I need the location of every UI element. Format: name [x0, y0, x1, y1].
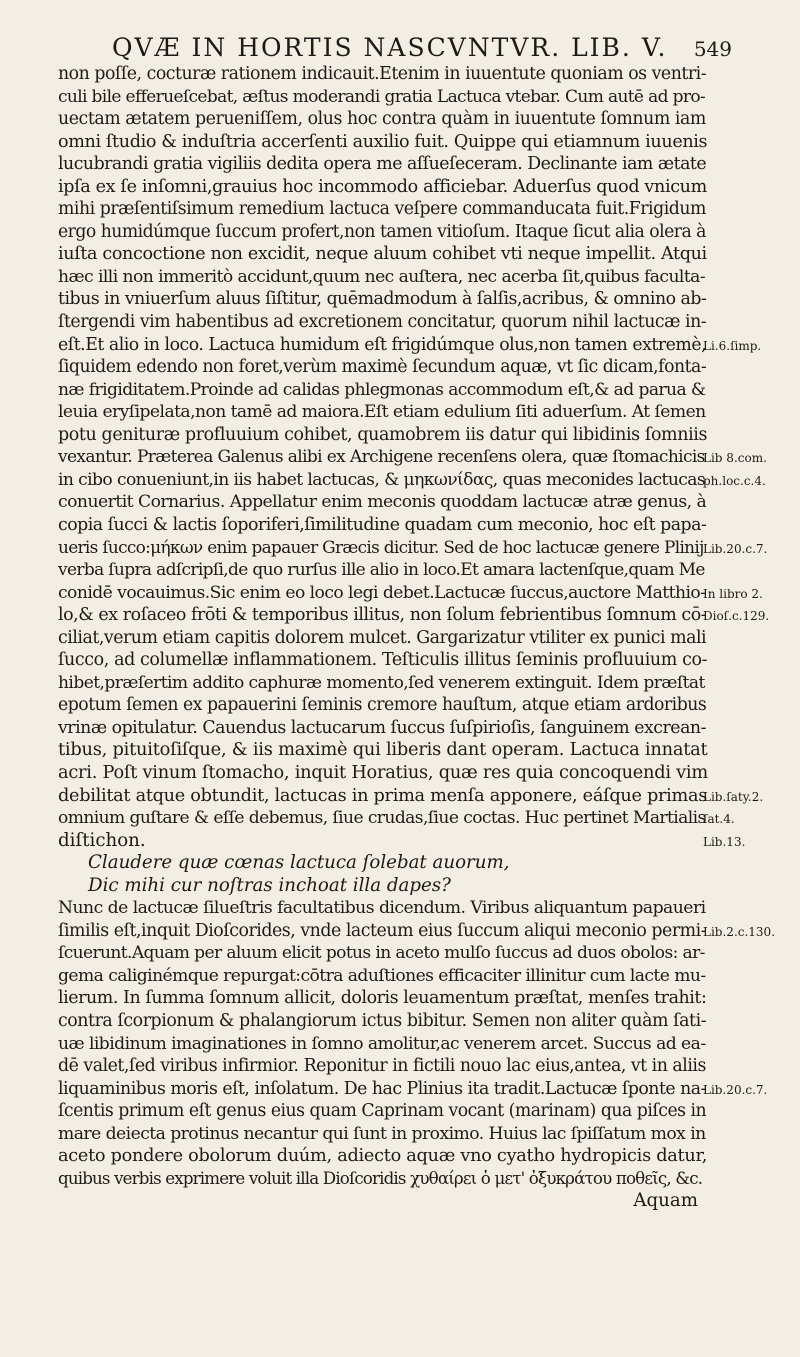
text-line: lo,& ex roſaceo frōti & temporibus illitus, non ſolum febrientibus ſomnum cō-	[58, 605, 707, 626]
catchword: Aquam	[633, 1190, 698, 1212]
text-line: hibet,præſertim addito caphuræ momento,ſed venerem extinguit. Idem præſtat	[58, 672, 705, 693]
text-line: ipſa ex ſe inſomni,grauius hoc incommodo afficiebar. Aduerſus quod vnicum	[58, 176, 707, 197]
text-line: hæc illi non immeritò accidunt,quum nec auſtera, nec acerba ſit,quibus faculta-	[58, 266, 706, 287]
text-line: gema caliginémque repurgat:cōtra aduſtiones efficaciter illinitur cum lacte mu-	[58, 965, 706, 986]
text-line: verba ſupra adſcripſi,de quo rurſus ille alio in loco.Et amara lactenſque,quam Me	[58, 560, 705, 581]
text-line: acri. Poſt vinum ſtomacho, inquit Horatius, quæ res quia concoquendi vim	[58, 762, 708, 783]
running-header	[112, 33, 732, 62]
verse-line: Claudere quæ cœnas lactuca ſolebat auorum,	[88, 852, 510, 874]
text-line: conidē vocauimus.Sic enim eo loco legi debet.Lactucæ ſuccus,auctore Matthio-	[58, 582, 706, 603]
text-line: mihi præſentiſsimum remedium lactuca veſpere commanducata fuit.Frigidum	[58, 199, 706, 220]
text-line: vexantur. Præterea Galenus alibi ex Archigene recenſens olera, quæ ſtomachicis	[58, 447, 705, 468]
text-line: leuia eryſipelata,non tamē ad maiora.Eſt etiam edulium ſiti aduerſum. At ſemen	[58, 402, 706, 423]
text-line: omni ſtudio & induſtria accerſenti auxilio fuit. Quippe qui etiamnum iuuenis	[58, 131, 708, 152]
text-line: ciliat,verum etiam capitis dolorem mulcet. Gargarizatur vtiliter ex punici mali	[58, 627, 707, 648]
text-line: ueris ſucco:μήκων enim papauer Græcis dicitur. Sed de hoc lactucæ genere Plinij	[58, 537, 704, 558]
text-line: debilitat atque obtundit, lactucas in prima menſa apponere, eáſque primas	[58, 785, 708, 806]
text-line: non poſſe, cocturæ rationem indicauit.Etenim in iuuentute quoniam os ventri-	[58, 64, 707, 84]
text-line: omnium guſtare & eſſe debemus, ſiue crudas,ſiue coctas. Huc pertinet Martialis	[58, 808, 706, 829]
text-line: quibus verbis exprimere voluit illa Dioſcoridis χυθαίρει ὁ μετ' ὀξυκράτου ποθεῖς, &c.	[58, 1168, 703, 1188]
text-line: mare deiecta protinus necantur qui ſunt in proximo. Huius lac ſpiſſatum mox in	[58, 1123, 706, 1144]
margin-note: Dioſ.c.129.	[703, 609, 770, 624]
margin-note: Lib.20.c.7.	[703, 1082, 768, 1097]
text-line: eſt.Et alio in loco. Lactuca humidum eſt frigidúmque olus,non tamen extremè,	[58, 334, 707, 355]
text-line: contra ſcorpionum & phalangiorum ictus bibitur. Semen non aliter quàm ſati-	[58, 1010, 707, 1031]
page-number: 549	[693, 37, 732, 61]
text-line: liquaminibus moris eſt, inſolatum. De hac Plinius ita tradit.Lactucæ ſponte na-	[58, 1078, 706, 1099]
text-line: tibus, pituitoſiſque, & iis maximè qui liberis dant operam. Lactuca innatat	[58, 739, 708, 761]
margin-note: Lib 8.com.	[703, 451, 767, 466]
text-line: culi bile efferueſcebat, æſtus moderandi gratia Lactuca vtebar. Cum autē ad pro-	[58, 86, 706, 107]
text-line: diſtichon.	[58, 829, 146, 851]
text-line: Nunc de lactucæ ſilueſtris facultatibus dicendum. Viribus aliquantum papaueri	[58, 898, 706, 919]
text-line: potu genituræ profluuium cohibet, quamobrem iis datur qui libidinis ſomniis	[58, 424, 708, 445]
running-title: QVÆ IN HORTIS NASCVNTVR. LIB. V.	[112, 33, 668, 62]
text-line: epotum ſemen ex papauerini ſeminis cremore hauſtum, atque etiam ardoribus	[58, 695, 707, 716]
text-line: uæ libidinum imaginationes in ſomno amolitur,ac venerem arcet. Succus ad ea-	[58, 1033, 706, 1054]
text-line: tibus in vniuerſum aluus ſiſtitur, quēmadmodum à ſalſis,acribus, & omnino ab-	[58, 289, 707, 310]
margin-note: Lib.20.c.7.	[703, 541, 768, 556]
text-line: ſtergendi vim habentibus ad excretionem concitatur, quorum nihil lactucæ in-	[58, 312, 707, 333]
text-line: ergo humidúmque ſuccum profert,non tamen vitioſum. Itaque ſicut alia olera à	[58, 221, 706, 242]
body-text	[58, 63, 708, 1213]
text-line: næ frigiditatem.Proinde ad calidas phlegmonas accommodum eſt,& ad parua &	[58, 379, 706, 400]
text-line: conuertit Cornarius. Appellatur enim meconis quoddam lactucæ atræ genus, à	[58, 492, 707, 513]
text-line: uectam ætatem perueniſſem, olus hoc contra quàm in iuuentute ſomnum iam	[58, 109, 706, 130]
text-line: dē valet,ſed viribus infirmior. Reponitur in fictili nouo lac eius,antea, vt in aliis	[58, 1056, 706, 1077]
text-line: ſimilis eſt,inquit Dioſcorides, vnde lacteum eius ſuccum aliqui meconio permi-	[58, 920, 707, 941]
text-line: ſcentis primum eſt genus eius quam Caprinam vocant (marinam) qua piſces in	[58, 1101, 707, 1122]
margin-note: ph.loc.c.4.	[703, 473, 766, 488]
margin-note: Lib.2.c.130.	[703, 924, 776, 939]
text-line: ſiquidem edendo non foret,verùm maximè ſecundum aquæ, vt ſic dicam,fonta-	[58, 357, 707, 378]
text-line: vrinæ opitulatur. Cauendus lactucarum ſuccus ſuſpirioſis, ſanguinem excrean-	[58, 717, 706, 738]
text-line: copia ſucci & lactis ſoporiferi,ſimilitudine quadam cum meconio, hoc eſt papa-	[58, 514, 707, 535]
margin-note: ſat.4.	[703, 812, 735, 827]
margin-note: In libro 2.	[703, 586, 763, 601]
margin-note: Li.6.ſimp.	[703, 338, 762, 353]
text-line: lucubrandi gratia vigiliis dedita opera me aſſueſeceram. Declinante iam ætate	[58, 154, 707, 175]
verse-line: Dic mihi cur noſtras inchoat illa dapes?	[88, 874, 451, 896]
margin-note: Lib.ſaty.2.	[703, 789, 764, 804]
text-line: lierum. In ſumma ſomnum allicit, doloris leuamentum præſtat, menſes trahit:	[58, 988, 707, 1009]
margin-note: Lib.13.	[703, 834, 746, 849]
text-line: in cibo conueniunt,in iis habet lactucas, & μηκωνίδας, quas meconides lactucas	[58, 469, 706, 490]
text-line: iuſta concoctione non excidit, neque aluum cohibet vti neque impellit. Atqui	[58, 244, 707, 265]
text-line: aceto pondere obolorum duúm, adiecto aquæ vno cyatho hydropicis datur,	[58, 1146, 708, 1167]
text-line: ſucco, ad columellæ inflammationem. Teſticulis illitus ſeminis profluuium co-	[58, 650, 708, 671]
text-line: ſcuerunt.Aquam per aluum elicit potus in aceto mulſo ſuccus ad duos obolos: ar-	[58, 943, 705, 964]
